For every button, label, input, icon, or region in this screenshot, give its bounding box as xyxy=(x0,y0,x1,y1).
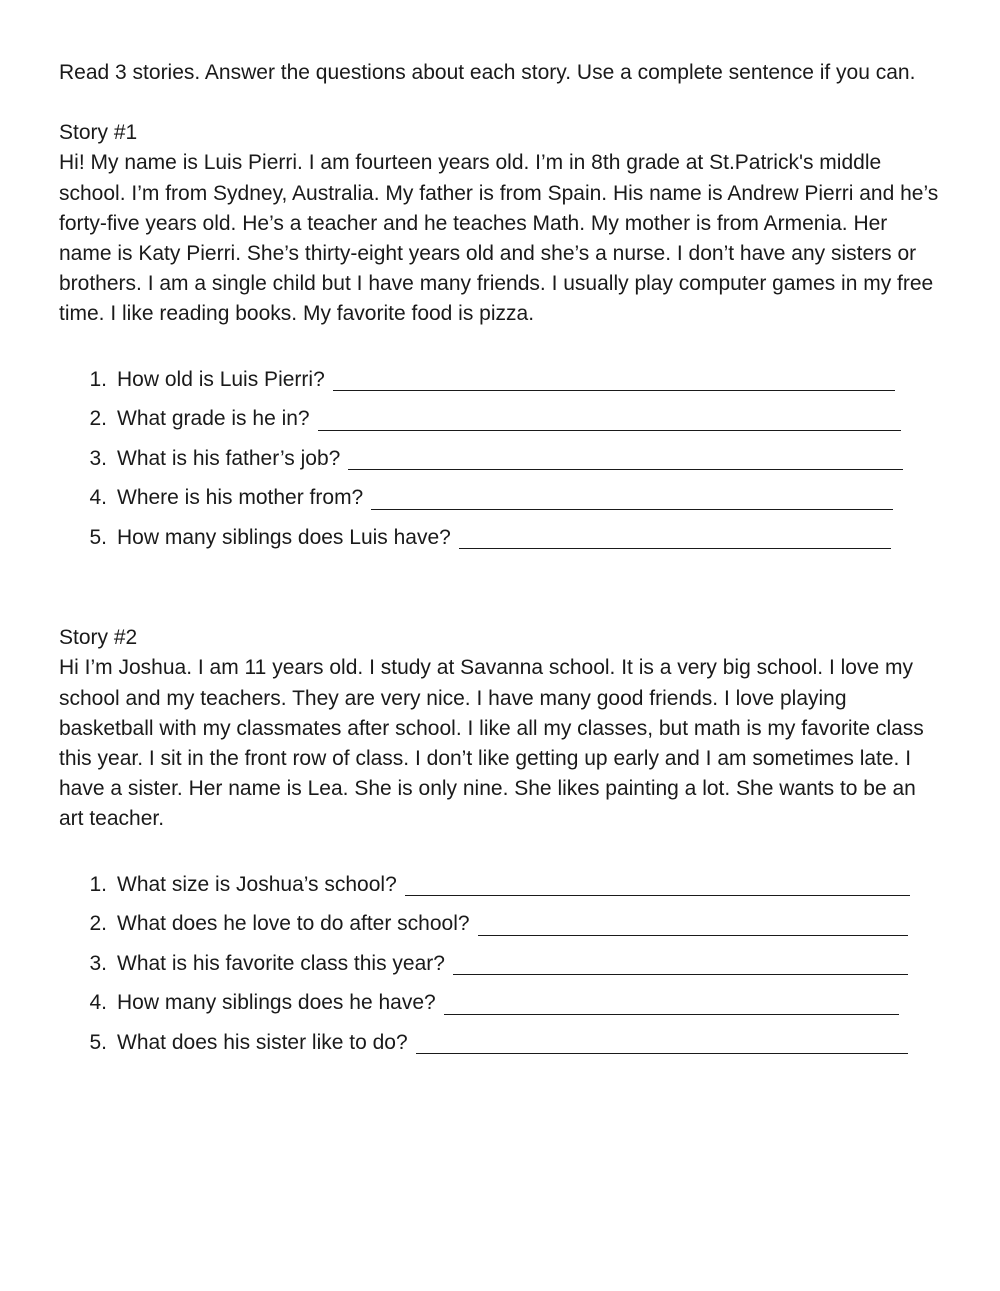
question-text: What is his favorite class this year? xyxy=(117,951,445,975)
story-1-answer-3-line[interactable] xyxy=(348,469,903,470)
question-number: 4. xyxy=(89,486,107,510)
story-1-text: Hi! My name is Luis Pierri. I am fourteen years old. I’m in 8th grade at St.Patrick's middle school. I’m from Sydney, Australia. My father is from Spain. His name is Andrew Pierri and he’s forty-five years old. He’s a teacher and he teaches Math. My mother is from Armenia. Her name is Katy Pierri. She’s thirty-eight years old and she’s a nurse. I don’t have any sisters or brothers. I am a single child but I have many friends. I usually play computer games in my free time. I like reading books. My favorite food is pizza. xyxy=(59,151,939,326)
question-number: 5. xyxy=(89,525,107,549)
question-number: 2. xyxy=(89,407,107,431)
story-1-answer-2-line[interactable] xyxy=(318,430,901,431)
question-text: What grade is he in? xyxy=(117,407,310,431)
question-number: 5. xyxy=(89,1030,107,1054)
story-2-question-4 xyxy=(59,979,944,1019)
story-1-question-5 xyxy=(59,514,944,554)
question-text: Where is his mother from? xyxy=(117,486,364,510)
question-number: 1. xyxy=(89,872,107,896)
story-2-text: Hi I’m Joshua. I am 11 years old. I study at Savanna school. It is a very big school. I love my school and my teachers. They are very nice. I have many good friends. I love playing basketball with my classmates after school. I like all my classes, but math is my favorite class this year. I sit in the front row of class. I don’t like getting up early and I am sometimes late. I have a sister. Her name is Lea. She is only nine. She likes painting a lot. She wants to be an art teacher. xyxy=(59,656,924,831)
story-1-questions xyxy=(59,356,944,554)
question-number: 4. xyxy=(89,991,107,1015)
story-1-heading: Story #1 xyxy=(59,121,138,145)
instructions: Read 3 stories. Answer the questions about each story. Use a complete sentence if you can. xyxy=(59,61,916,84)
story-1-answer-5-line[interactable] xyxy=(459,548,891,549)
story-2-questions xyxy=(59,861,944,1059)
story-2-answer-3-line[interactable] xyxy=(453,974,908,975)
story-1-question-4 xyxy=(59,474,944,514)
question-text: What is his father’s job? xyxy=(117,446,341,470)
story-2-answer-2-line[interactable] xyxy=(478,935,908,936)
story-2-heading: Story #2 xyxy=(59,626,138,650)
question-text: How old is Luis Pierri? xyxy=(117,367,325,391)
story-2-answer-5-line[interactable] xyxy=(416,1053,908,1054)
story-2-question-5 xyxy=(59,1019,944,1059)
question-text: How many siblings does he have? xyxy=(117,991,436,1015)
question-number: 3. xyxy=(89,446,107,470)
story-2-question-1 xyxy=(59,861,944,901)
question-text: What does his sister like to do? xyxy=(117,1030,408,1054)
question-number: 3. xyxy=(89,951,107,975)
story-1-question-2 xyxy=(59,395,944,435)
story-2-answer-4-line[interactable] xyxy=(444,1014,899,1015)
story-1-answer-4-line[interactable] xyxy=(371,509,893,510)
story-2-question-3 xyxy=(59,940,944,980)
story-1-answer-1-line[interactable] xyxy=(333,390,895,391)
story-2 xyxy=(59,623,944,1058)
question-text: What does he love to do after school? xyxy=(117,912,470,936)
question-number: 2. xyxy=(89,912,107,936)
story-2-answer-1-line[interactable] xyxy=(405,895,910,896)
story-1-question-3 xyxy=(59,435,944,475)
story-1-question-1 xyxy=(59,356,944,396)
question-text: How many siblings does Luis have? xyxy=(117,525,451,549)
story-2-question-2 xyxy=(59,900,944,940)
question-number: 1. xyxy=(89,367,107,391)
story-1 xyxy=(59,118,944,553)
question-text: What size is Joshua’s school? xyxy=(117,872,397,896)
